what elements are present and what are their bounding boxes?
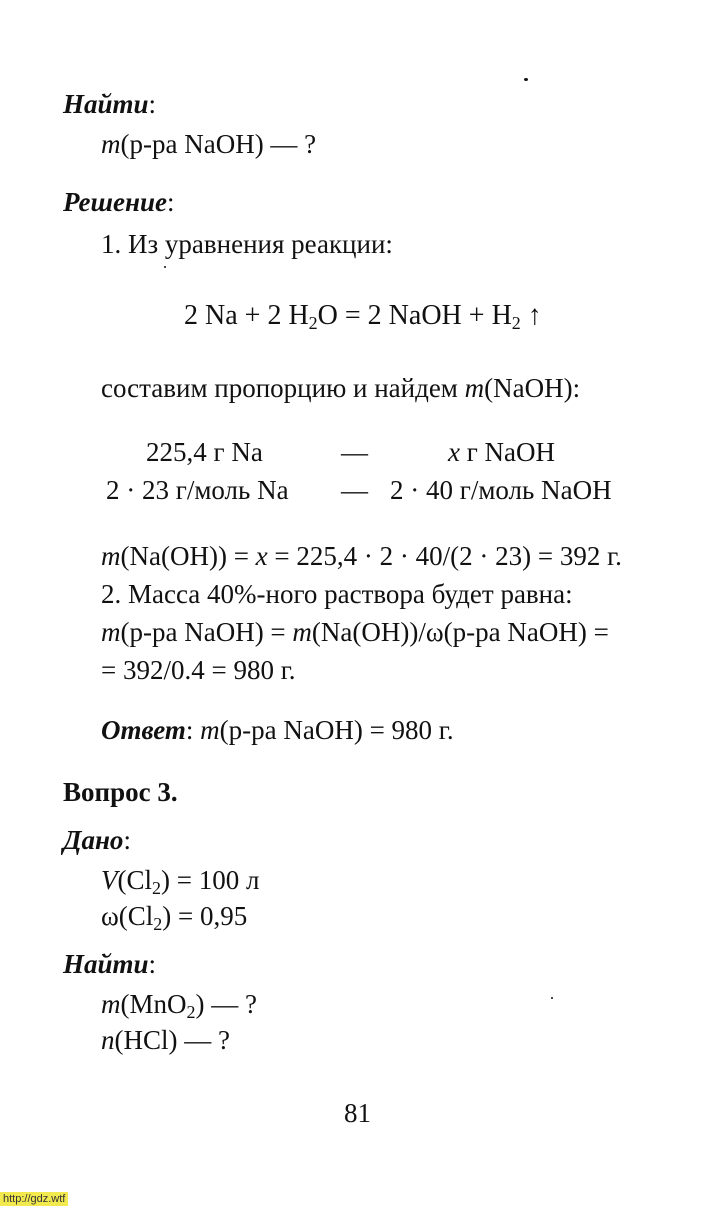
proportion-row-1-right <box>448 436 555 468</box>
given-fraction <box>101 900 247 932</box>
proportion-intro-text: составим пропорцию и найдем <box>101 373 465 403</box>
var-m: m <box>101 541 121 571</box>
answer-line <box>101 714 454 746</box>
var-m: m <box>101 989 121 1019</box>
scan-speck <box>551 997 553 999</box>
eq-sub-b: 2 <box>511 313 521 333</box>
solution-label: Решение <box>63 187 167 217</box>
given-volume-b: ) = 100 л <box>161 865 260 895</box>
given-fraction-a: ω(Cl <box>101 901 154 931</box>
find-colon: : <box>148 89 157 119</box>
find-2-mno2-a: (MnO <box>120 989 187 1019</box>
eq-sub-a: 2 <box>308 313 318 333</box>
proportion-intro-rest: (NaOH): <box>484 373 581 403</box>
given-heading <box>63 824 131 856</box>
find-2-mno2 <box>101 988 257 1020</box>
proportion-row-2-dash: — <box>341 475 368 505</box>
given-volume-a: (Cl <box>117 865 153 895</box>
var-m: m <box>464 373 485 403</box>
var-m: m <box>292 617 312 647</box>
var-m: m <box>101 129 121 159</box>
calc-line-3-a: (р-ра NaOH) = <box>120 617 293 647</box>
question-3-title: Вопрос 3. <box>63 777 178 807</box>
reaction-equation <box>184 300 542 332</box>
var-n: n <box>101 1025 115 1055</box>
solution-heading <box>63 186 174 218</box>
eq-part-a: 2 Na + 2 H <box>184 300 309 331</box>
find-item-text: (р-ра NaOH) — ? <box>120 129 317 159</box>
var-x: x <box>448 437 460 467</box>
page-number: 81 <box>344 1098 371 1128</box>
find-2-hcl <box>101 1024 230 1056</box>
var-m: m <box>200 715 220 745</box>
given-fraction-sub: 2 <box>153 914 163 934</box>
calc-line-1-b: = 225,4 · 2 · 40/(2 · 23) = 392 г. <box>267 541 622 571</box>
find-heading <box>63 88 156 120</box>
answer-colon: : <box>185 715 194 745</box>
solution-step-1: 1. Из уравнения реакции: <box>101 229 393 259</box>
solution-colon: : <box>166 187 175 217</box>
given-colon: : <box>123 825 131 855</box>
calc-line-1 <box>101 540 622 572</box>
find-2-colon: : <box>148 949 157 979</box>
answer-text: (р-ра NaOH) = 980 г. <box>219 715 454 745</box>
proportion-intro <box>101 372 580 404</box>
scan-speck <box>164 266 166 268</box>
eq-part-b: O = 2 NaOH + H <box>317 300 512 331</box>
calc-line-3-b: (Na(OH))/ω(р-ра NaOH) = <box>311 617 609 647</box>
proportion-row-2-right: 2 · 40 г/моль NaOH <box>390 475 612 505</box>
scan-speck <box>524 78 528 81</box>
watermark-link[interactable]: http://gdz.wtf <box>0 1192 68 1206</box>
proportion-row-1-left: 225,4 г Na <box>146 437 263 467</box>
find-2-mno2-b: ) — ? <box>195 989 257 1019</box>
given-volume <box>101 864 259 896</box>
var-x: x <box>255 541 268 571</box>
given-label: Дано <box>63 825 124 855</box>
find-2-mno2-sub: 2 <box>186 1002 196 1022</box>
calc-line-4: = 392/0.4 = 980 г. <box>101 655 296 685</box>
find-item <box>101 128 316 160</box>
proportion-row-2-left: 2 · 23 г/моль Na <box>106 475 289 505</box>
find-2-hcl-text: (HCl) — ? <box>114 1025 230 1055</box>
proportion-row-1-right-text: г NaOH <box>459 437 556 467</box>
proportion-row-1-dash: — <box>341 437 368 467</box>
arrow-up-icon: ↑ <box>520 300 542 331</box>
calc-line-3 <box>101 616 609 648</box>
given-volume-sub: 2 <box>152 878 162 898</box>
given-fraction-b: ) = 0,95 <box>162 901 248 931</box>
find-2-heading <box>63 948 156 980</box>
find-label: Найти <box>63 89 149 119</box>
calc-line-2: 2. Масса 40%-ного раствора будет равна: <box>101 579 573 609</box>
answer-label: Ответ <box>101 715 186 745</box>
calc-line-1-a: (Na(OH)) = <box>120 541 256 571</box>
find-2-label: Найти <box>63 949 149 979</box>
var-m: m <box>101 617 121 647</box>
var-v: V <box>101 865 118 895</box>
